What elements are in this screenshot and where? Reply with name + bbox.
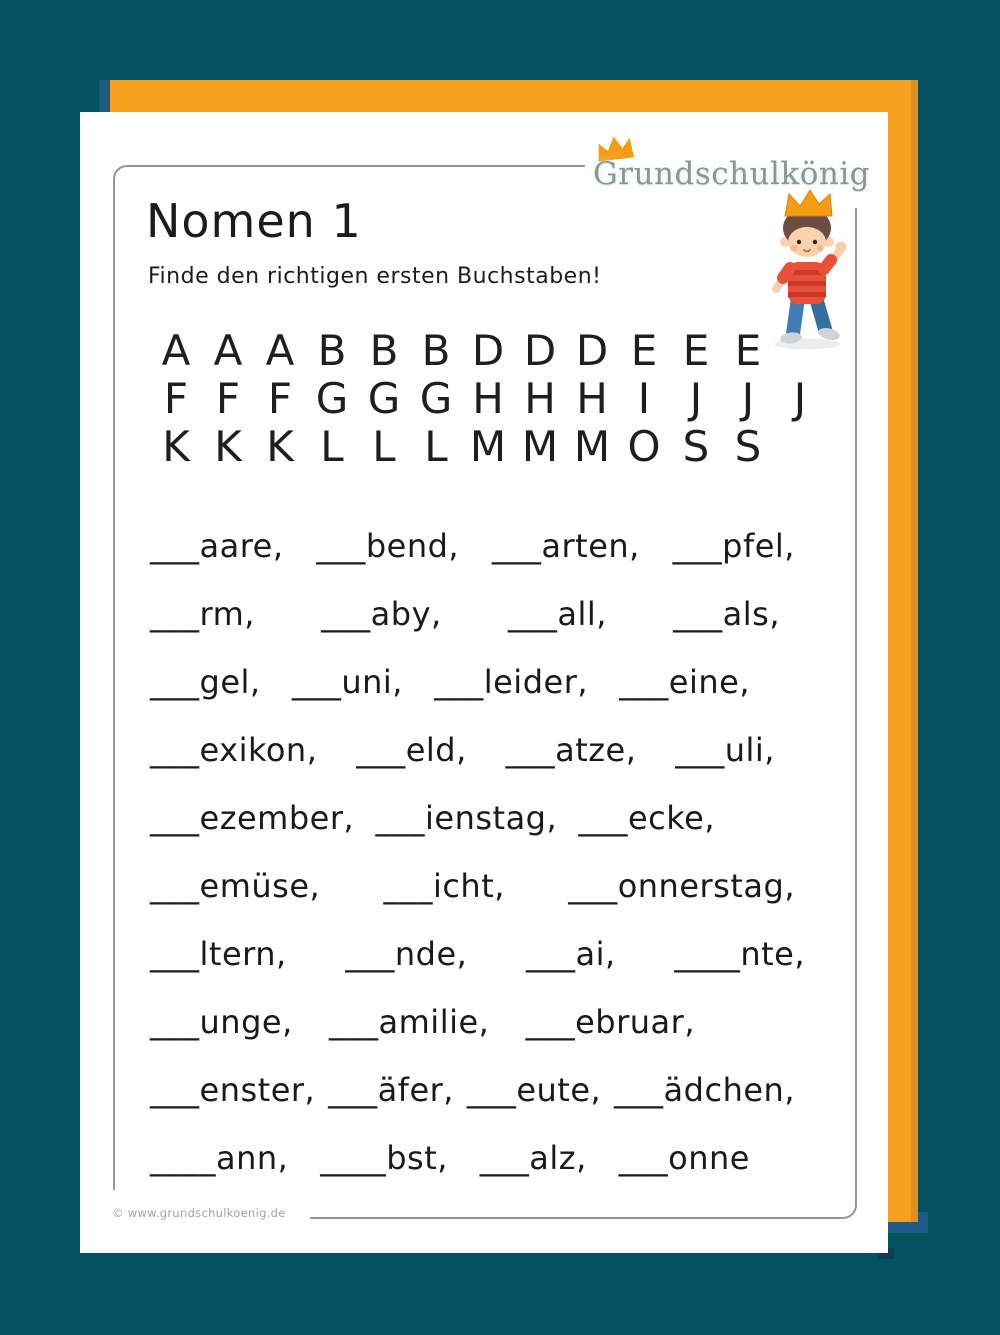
word-row <box>150 988 695 1056</box>
letter-option: L <box>424 421 448 471</box>
letter-option: K <box>162 421 190 471</box>
letter-row <box>150 422 826 470</box>
word-blank-item: ___onne <box>618 1139 750 1177</box>
worksheet-paper <box>80 112 888 1253</box>
letter-option: F <box>267 373 293 423</box>
letter-option: E <box>682 325 710 375</box>
word-blank-item: ___uli, <box>675 731 775 769</box>
letter-option: A <box>265 325 295 375</box>
copyright-text: © www.grundschulkoenig.de <box>112 1206 286 1220</box>
word-blank-item: ___aare, <box>150 527 284 565</box>
word-blank-item: ___eld, <box>356 731 467 769</box>
word-row <box>150 580 780 648</box>
worksheet-title: Nomen 1 <box>146 194 362 248</box>
letter-row <box>150 374 826 422</box>
word-row <box>150 784 715 852</box>
letter-option: B <box>317 325 347 375</box>
letter-row <box>150 326 826 374</box>
worksheet-instruction: Finde den richtigen ersten Buchstaben! <box>148 264 602 289</box>
letter-option: J <box>741 373 755 423</box>
letter-option: H <box>472 373 504 423</box>
word-blank-item: ___ienstag, <box>375 799 558 837</box>
letter-option: E <box>630 325 658 375</box>
word-blank-item: ___exikon, <box>150 731 318 769</box>
logo-text: Grundschulkönig <box>593 156 871 192</box>
letter-option: L <box>372 421 396 471</box>
word-blank-item: ___ecke, <box>578 799 715 837</box>
word-blank-item: ___nde, <box>345 935 468 973</box>
letter-option: K <box>214 421 242 471</box>
word-blank-item: ___arten, <box>491 527 640 565</box>
word-row <box>150 920 805 988</box>
letter-option: G <box>419 373 453 423</box>
word-blank-item: ___icht, <box>383 867 505 905</box>
word-blank-item: ___unge, <box>150 1003 293 1041</box>
word-blank-item: ___ltern, <box>150 935 287 973</box>
word-row <box>150 648 750 716</box>
word-blank-item: ___ezember, <box>150 799 355 837</box>
letter-option: B <box>421 325 451 375</box>
letter-option: H <box>576 373 608 423</box>
letter-option: D <box>575 325 609 375</box>
letter-option: M <box>521 421 559 471</box>
word-blank-item: ____bst, <box>320 1139 448 1177</box>
letter-option: G <box>315 373 349 423</box>
letter-option: E <box>734 325 762 375</box>
word-blank-item: ___all, <box>507 595 607 633</box>
letter-option: S <box>682 421 710 471</box>
word-blank-item: ____ann, <box>150 1139 289 1177</box>
letter-option: B <box>369 325 399 375</box>
letter-option: D <box>471 325 505 375</box>
word-blank-item: ___uni, <box>291 663 403 701</box>
word-blank-item: ___enster, <box>150 1071 316 1109</box>
word-row <box>150 716 775 784</box>
letter-option: I <box>637 373 651 423</box>
word-blank-item: ___äfer, <box>328 1071 454 1109</box>
word-blank-item: ___gel, <box>150 663 261 701</box>
word-blank-item: ___amilie, <box>329 1003 490 1041</box>
footer-background <box>80 1190 310 1250</box>
word-blank-item: ___ebruar, <box>525 1003 695 1041</box>
letter-option: J <box>793 373 807 423</box>
letter-option: A <box>213 325 243 375</box>
word-blank-item: ___eine, <box>619 663 750 701</box>
word-blank-item: ___ai, <box>525 935 616 973</box>
word-blank-item: ___aby, <box>321 595 442 633</box>
letter-option: S <box>734 421 762 471</box>
word-blank-item: ___emüse, <box>150 867 321 905</box>
word-blank-item: ___onnerstag, <box>568 867 795 905</box>
word-row <box>150 1056 795 1124</box>
word-list <box>150 512 805 1192</box>
letter-option: A <box>161 325 191 375</box>
letter-option: H <box>524 373 556 423</box>
word-blank-item: ___rm, <box>150 595 255 633</box>
word-blank-item: ____nte, <box>674 935 805 973</box>
word-blank-item: ___ädchen, <box>614 1071 795 1109</box>
word-row <box>150 1124 750 1192</box>
word-blank-item: ___pfel, <box>672 527 795 565</box>
letter-option: O <box>627 421 661 471</box>
letter-bank <box>150 326 826 470</box>
letter-option: J <box>689 373 703 423</box>
letter-option: M <box>469 421 507 471</box>
letter-option: D <box>523 325 557 375</box>
word-blank-item: ___leider, <box>434 663 589 701</box>
word-blank-item: ___bend, <box>316 527 460 565</box>
letter-option: K <box>266 421 294 471</box>
word-blank-item: ___alz, <box>479 1139 587 1177</box>
word-blank-item: ___atze, <box>505 731 637 769</box>
word-row <box>150 852 795 920</box>
word-blank-item: ___als, <box>673 595 780 633</box>
letter-option: L <box>320 421 344 471</box>
word-row <box>150 512 795 580</box>
letter-option: M <box>573 421 611 471</box>
word-blank-item: ___eute, <box>466 1071 602 1109</box>
letter-option: F <box>163 373 189 423</box>
letter-option: F <box>215 373 241 423</box>
letter-option: G <box>367 373 401 423</box>
